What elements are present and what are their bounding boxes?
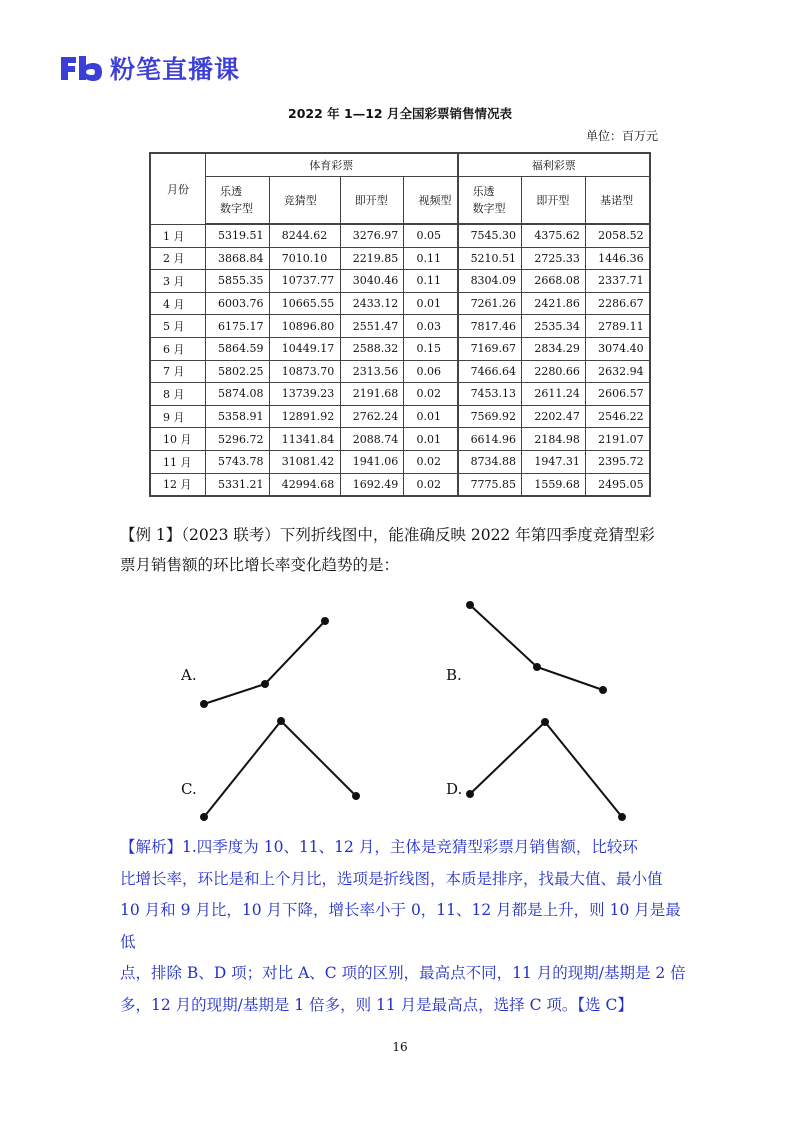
lottery-sales-table	[149, 152, 651, 497]
table-cell: 5864.59	[206, 337, 270, 360]
answer-line: 10 月和 9 月比，10 月下降，增长率小于 0，11、12 月都是上升，则 10 月是最低	[120, 901, 681, 951]
month-cell: 9 月	[150, 405, 206, 428]
table-cell: 2313.56	[340, 360, 404, 383]
table-cell: 6175.17	[206, 315, 270, 338]
table-cell: 31081.42	[269, 450, 340, 473]
table-row	[150, 270, 650, 293]
table-cell: 7775.85	[458, 473, 522, 496]
table-cell: 2611.24	[522, 383, 586, 406]
table-cell: 6614.96	[458, 428, 522, 451]
table-cell: 11341.84	[269, 428, 340, 451]
table-cell: 7569.92	[458, 405, 522, 428]
table-cell: 10873.70	[269, 360, 340, 383]
answer-analysis	[120, 832, 690, 1021]
month-cell: 10 月	[150, 428, 206, 451]
table-cell: 2433.12	[340, 292, 404, 315]
table-cell: 0.15	[404, 337, 458, 360]
col-header: 视频型	[404, 177, 458, 225]
table-cell: 2551.47	[340, 315, 404, 338]
table-cell: 3276.97	[340, 224, 404, 247]
table-cell: 2337.71	[586, 270, 650, 293]
table-cell: 2280.66	[522, 360, 586, 383]
month-cell: 4 月	[150, 292, 206, 315]
table-cell: 1446.36	[586, 247, 650, 270]
table-cell: 0.02	[404, 450, 458, 473]
table-cell: 7466.64	[458, 360, 522, 383]
table-cell: 2421.86	[522, 292, 586, 315]
answer-line: 比增长率，环比是和上个月比，选项是折线图，本质是排序，找最大值、最小值	[120, 869, 663, 888]
table-unit: 单位：百万元	[585, 129, 658, 143]
col-header: 乐透 数字型	[458, 177, 522, 225]
table-row	[150, 383, 650, 406]
table-row	[150, 473, 650, 496]
month-header: 月份	[150, 153, 206, 224]
table-cell: 1559.68	[522, 473, 586, 496]
table-cell: 8304.09	[458, 270, 522, 293]
option-a-label[interactable]: A.	[181, 666, 197, 684]
table-cell: 8244.62	[269, 224, 340, 247]
table-cell: 5855.35	[206, 270, 270, 293]
month-cell: 5 月	[150, 315, 206, 338]
table-cell: 2668.08	[522, 270, 586, 293]
col-header: 乐透 数字型	[206, 177, 270, 225]
table-row	[150, 315, 650, 338]
table-cell: 2546.22	[586, 405, 650, 428]
table-cell: 2606.57	[586, 383, 650, 406]
table-cell: 0.02	[404, 473, 458, 496]
table-row	[150, 292, 650, 315]
question-text	[120, 520, 690, 580]
table-title: 2022 年 1—12 月全国彩票销售情况表	[288, 106, 512, 121]
table-cell: 1941.06	[340, 450, 404, 473]
table-cell: 1692.49	[340, 473, 404, 496]
table-cell: 5319.51	[206, 224, 270, 247]
table-cell: 7010.10	[269, 247, 340, 270]
table-cell: 0.06	[404, 360, 458, 383]
table-subheader-row	[150, 177, 650, 225]
option-c-chart[interactable]	[201, 718, 359, 820]
table-cell: 5296.72	[206, 428, 270, 451]
table-cell: 10896.80	[269, 315, 340, 338]
logo	[58, 50, 240, 86]
table-cell: 10449.17	[269, 337, 340, 360]
table-cell: 4375.62	[522, 224, 586, 247]
table-cell: 2286.67	[586, 292, 650, 315]
table-cell: 10665.55	[269, 292, 340, 315]
month-cell: 3 月	[150, 270, 206, 293]
table-cell: 2184.98	[522, 428, 586, 451]
option-a-chart[interactable]	[201, 618, 328, 707]
table-cell: 10737.77	[269, 270, 340, 293]
answer-line: 点，排除 B、D 项；对比 A、C 项的区别，最高点不同，11 月的现期/基期是 2 倍	[120, 964, 686, 982]
table-cell: 0.02	[404, 383, 458, 406]
month-cell: 7 月	[150, 360, 206, 383]
option-b-label[interactable]: B.	[446, 666, 462, 684]
col-header: 竞猜型	[269, 177, 340, 225]
table-cell: 7453.13	[458, 383, 522, 406]
table-cell: 2191.68	[340, 383, 404, 406]
table-cell: 0.01	[404, 428, 458, 451]
table-cell: 2191.07	[586, 428, 650, 451]
month-cell: 1 月	[150, 224, 206, 247]
month-cell: 8 月	[150, 383, 206, 406]
table-cell: 2725.33	[522, 247, 586, 270]
table-cell: 12891.92	[269, 405, 340, 428]
month-cell: 6 月	[150, 337, 206, 360]
table-cell: 5874.08	[206, 383, 270, 406]
table-cell: 42994.68	[269, 473, 340, 496]
table-cell: 2632.94	[586, 360, 650, 383]
option-d-chart[interactable]	[467, 719, 625, 820]
table-cell: 8734.88	[458, 450, 522, 473]
table-cell: 2219.85	[340, 247, 404, 270]
table-row	[150, 428, 650, 451]
table-row	[150, 337, 650, 360]
table-cell: 5743.78	[206, 450, 270, 473]
table-cell: 1947.31	[522, 450, 586, 473]
table-cell: 2395.72	[586, 450, 650, 473]
table-cell: 3040.46	[340, 270, 404, 293]
table-cell: 7261.26	[458, 292, 522, 315]
table-cell: 7817.46	[458, 315, 522, 338]
table-cell: 0.05	[404, 224, 458, 247]
table-cell: 2058.52	[586, 224, 650, 247]
table-row	[150, 405, 650, 428]
table-row	[150, 247, 650, 270]
col-header: 即开型	[340, 177, 404, 225]
table-cell: 0.01	[404, 292, 458, 315]
table-cell: 2588.32	[340, 337, 404, 360]
option-d-label[interactable]: D.	[446, 780, 463, 798]
table-row	[150, 224, 650, 247]
table-cell: 7169.67	[458, 337, 522, 360]
table-cell: 3868.84	[206, 247, 270, 270]
page-number: 16	[392, 1040, 408, 1054]
table-cell: 0.01	[404, 405, 458, 428]
table-header-row	[150, 153, 650, 177]
table-cell: 2202.47	[522, 405, 586, 428]
question-line: 票月销售额的环比增长率变化趋势的是：	[120, 556, 400, 574]
table-cell: 5358.91	[206, 405, 270, 428]
table-cell: 0.11	[404, 247, 458, 270]
table-cell: 2789.11	[586, 315, 650, 338]
table-cell: 13739.23	[269, 383, 340, 406]
fb-logo-icon	[58, 53, 104, 83]
table-row	[150, 450, 650, 473]
table-cell: 2834.29	[522, 337, 586, 360]
logo-text: 粉笔直播课	[110, 55, 241, 84]
question-line: 【例 1】（2023 联考）下列折线图中，能准确反映 2022 年第四季度竞猜型彩	[120, 526, 655, 544]
month-cell: 12 月	[150, 473, 206, 496]
option-b-chart[interactable]	[467, 602, 606, 693]
group-header-welfare: 福利彩票	[458, 153, 650, 177]
table-cell: 6003.76	[206, 292, 270, 315]
table-cell: 5331.21	[206, 473, 270, 496]
table-cell: 5210.51	[458, 247, 522, 270]
option-charts	[0, 590, 800, 830]
table-cell: 5802.25	[206, 360, 270, 383]
table-cell: 0.03	[404, 315, 458, 338]
table-cell: 2495.05	[586, 473, 650, 496]
table-cell: 2088.74	[340, 428, 404, 451]
table-cell: 3074.40	[586, 337, 650, 360]
month-cell: 2 月	[150, 247, 206, 270]
month-cell: 11 月	[150, 450, 206, 473]
col-header: 基诺型	[586, 177, 650, 225]
answer-line: 多，12 月的现期/基期是 1 倍多，则 11 月是最高点，选择 C 项。【选 C】	[120, 995, 633, 1014]
table-cell: 2762.24	[340, 405, 404, 428]
group-header-sports: 体育彩票	[206, 153, 458, 177]
table-row	[150, 360, 650, 383]
col-header: 即开型	[522, 177, 586, 225]
table-cell: 2535.34	[522, 315, 586, 338]
option-c-label[interactable]: C.	[181, 780, 197, 798]
answer-line: 【解析】1.四季度为 10、11、12 月，主体是竞猜型彩票月销售额，比较环	[120, 838, 638, 856]
table-cell: 0.11	[404, 270, 458, 293]
table-cell: 7545.30	[458, 224, 522, 247]
